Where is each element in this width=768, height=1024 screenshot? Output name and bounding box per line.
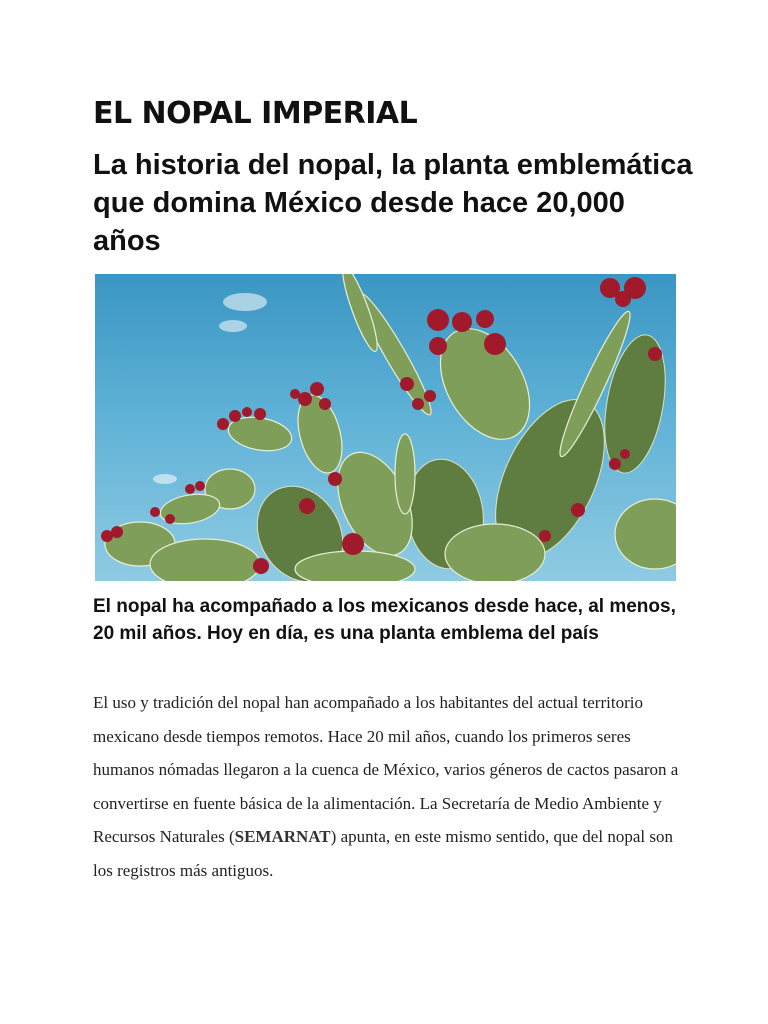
body-text-end: ) apunta, en este mismo sentido, que del nopal son los registros más antiguos. (93, 827, 673, 880)
cactus-photo (95, 274, 676, 581)
body-text-start: El uso y tradición del nopal han acompañado a los habitantes del actual territorio mexicano desde tiempos remotos. Hace 20 mil años, cuando los primeros seres humanos nómadas llegaron a la cuenca de México, varios géneros de cactos pasaron a convertirse en fuente básica de la alimentación. La Secretaría de Medio Ambiente y Recursos Naturales ( (93, 693, 679, 846)
section-kicker: EL NOPAL IMPERIAL (93, 96, 418, 131)
body-paragraph (93, 686, 693, 887)
semarnat-emphasis: SEMARNAT (234, 827, 331, 846)
article-headline: La historia del nopal, la planta emblemática que domina México desde hace 20,000 años (93, 149, 693, 257)
article-dek: El nopal ha acompañado a los mexicanos desde hace, al menos, 20 mil años. Hoy en día, es una planta emblema del país (93, 596, 676, 644)
